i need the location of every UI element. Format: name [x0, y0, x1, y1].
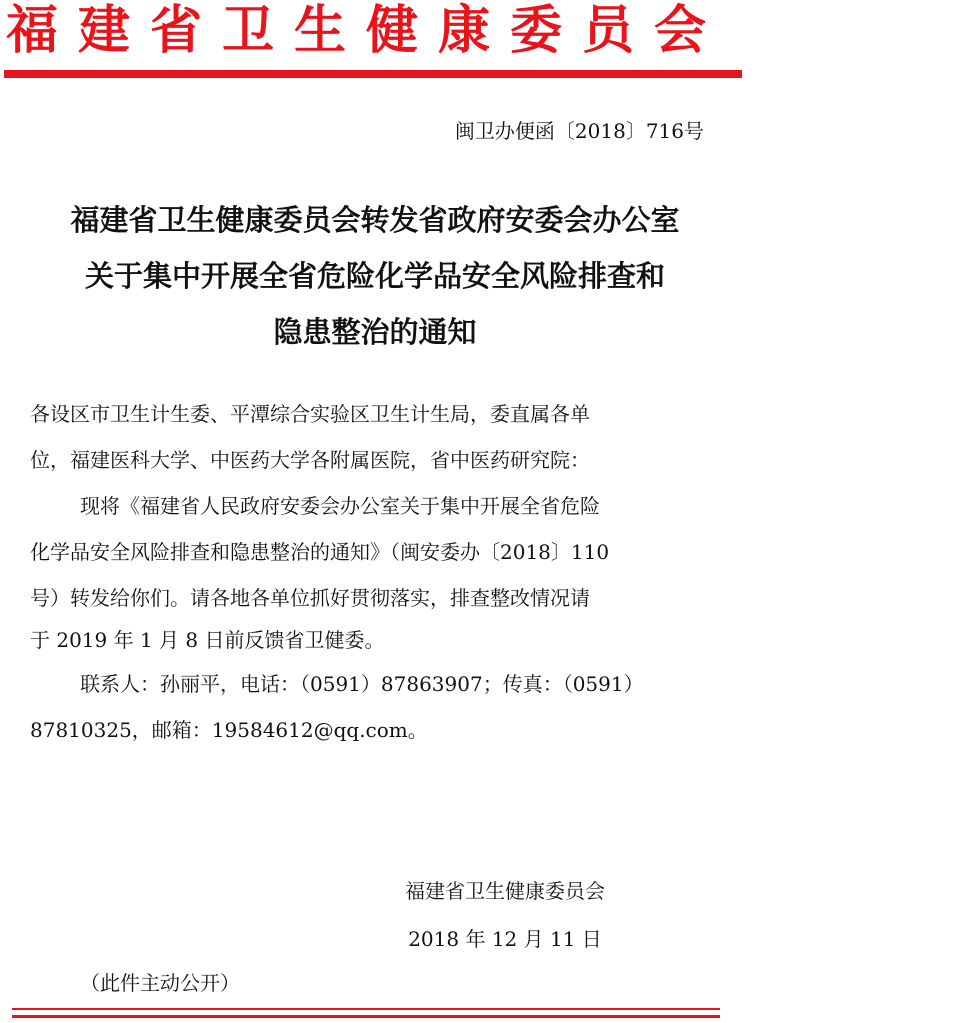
body-line: 联系人：孙丽平，电话：（0591）87863907；传真：（0591） — [80, 672, 644, 696]
signer-name: 福建省卫生健康委员会 — [405, 879, 605, 903]
document-title-line: 隐患整治的通知 — [273, 315, 477, 349]
document-title — [20, 192, 730, 360]
letterhead-rule-top — [4, 70, 742, 78]
body-line: 位，福建医科大学、中医药大学各附属医院，省中医药研究院： — [30, 448, 590, 472]
body-line: 现将《福建省人民政府安委会办公室关于集中开展全省危险 — [80, 494, 600, 518]
footer-rule-thick — [12, 1015, 720, 1018]
letterhead-title: 福建省卫生健康委员会 — [6, 1, 727, 61]
document-title-line: 关于集中开展全省危险化学品安全风险排查和 — [84, 259, 665, 293]
body-line: 于 2019 年 1 月 8 日前反馈省卫健委。 — [30, 628, 385, 652]
document-title-line: 福建省卫生健康委员会转发省政府安委会办公室 — [70, 203, 680, 237]
footer-rule-thin — [12, 1008, 720, 1010]
body-line: 各设区市卫生计生委、平潭综合实验区卫生计生局，委直属各单 — [30, 402, 590, 426]
body-line: 号）转发给你们。请各地各单位抓好贯彻落实，排查整改情况请 — [30, 586, 590, 610]
signature-date: 2018 年 12 月 11 日 — [408, 927, 602, 951]
disclosure-note: （此件主动公开） — [80, 971, 240, 995]
body-line: 化学品安全风险排查和隐患整治的通知》（闽安委办〔2018〕110 — [30, 540, 610, 564]
body-line: 87810325，邮箱：19584612@qq.com。 — [30, 718, 428, 742]
document-number: 闽卫办便函〔2018〕716号 — [454, 119, 704, 143]
